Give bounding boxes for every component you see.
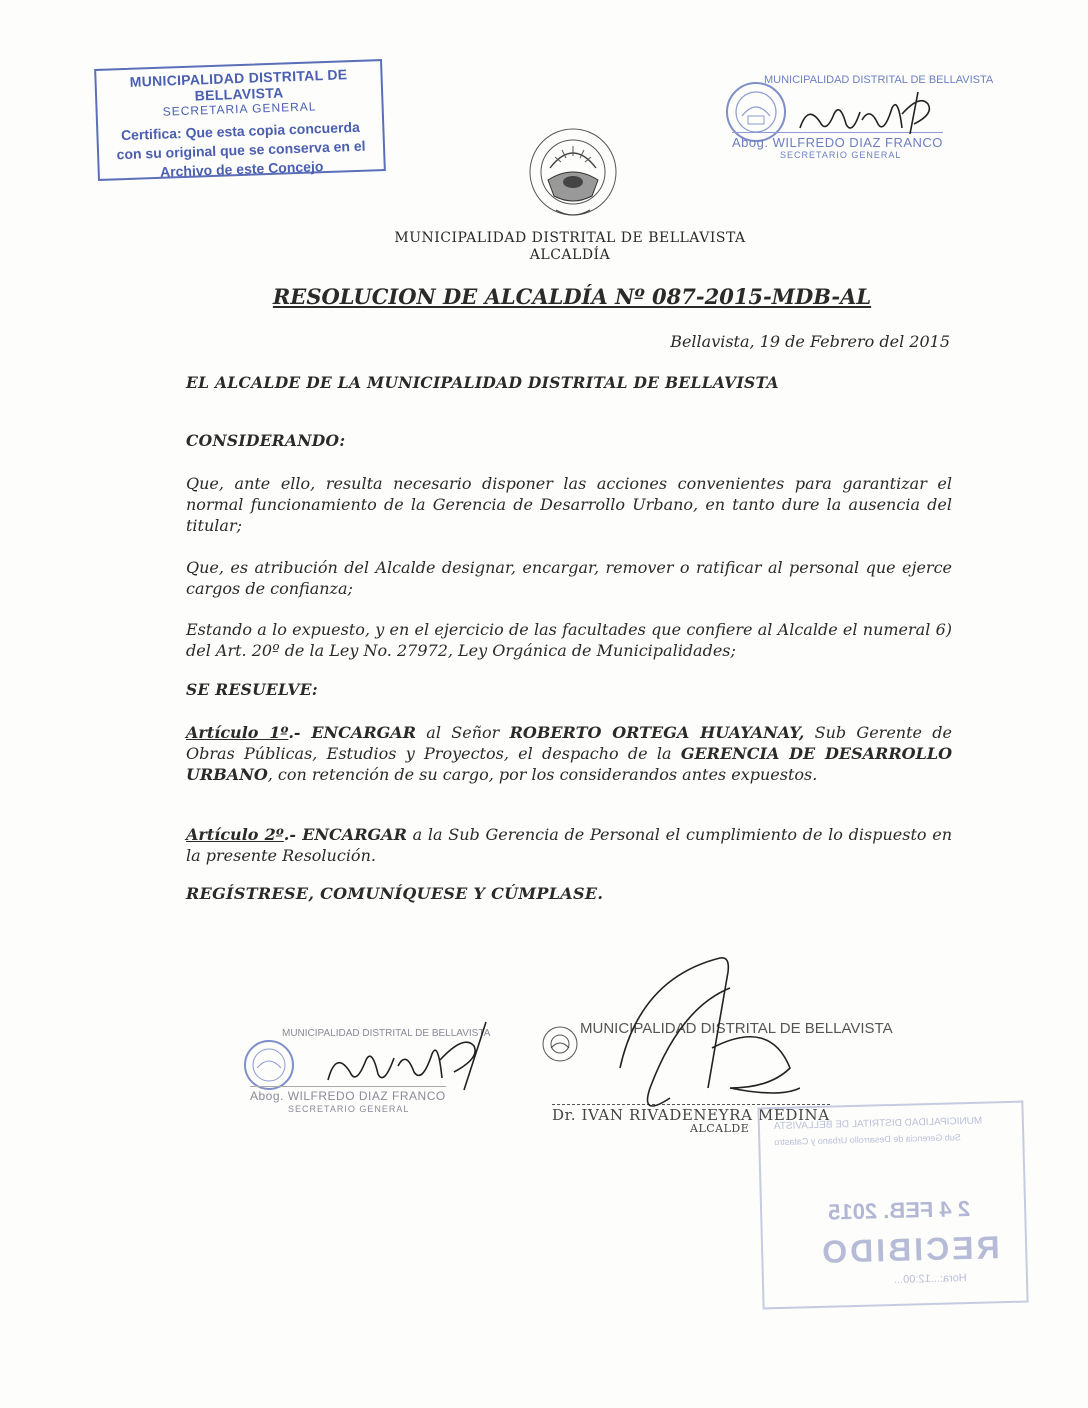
recibido-dept: Sub Gerencia de Desarrollo Urbano y Catastro — [774, 1132, 961, 1148]
issuer-line: EL ALCALDE DE LA MUNICIPALIDAD DISTRITAL DE BELLAVISTA — [186, 373, 779, 392]
recibido-label: RECIBIDO — [818, 1229, 1001, 1270]
stamp-cert-line: Certifica: Que esta copia concuerda — [120, 118, 361, 144]
resuelve-heading: SE RESUELVE: — [186, 680, 318, 699]
secretary-signature-top — [790, 84, 950, 144]
article-2-verb: ENCARGAR — [302, 825, 407, 844]
alcalde-name: Dr. IVAN RIVADENEYRA MEDINA — [552, 1106, 830, 1124]
article-2-label: Artículo 2º — [186, 825, 284, 844]
alcalde-role: ALCALDE — [690, 1122, 750, 1135]
considerando-paragraph-2: Que, es atribución del Alcalde designar, encargar, remover o ratificar al personal que ejerce cargos de confianza; — [186, 558, 952, 598]
seal-role: SECRETARIO GENERAL — [288, 1104, 410, 1114]
resolution-title: RESOLUCION DE ALCALDÍA Nº 087-2015-MDB-AL — [272, 284, 872, 309]
recibido-stamp — [757, 1101, 1028, 1310]
municipal-emblem-icon — [526, 124, 620, 224]
closing-line: REGÍSTRESE, COMUNÍQUESE Y CÚMPLASE. — [186, 884, 604, 903]
article-1-sep: .- — [288, 723, 312, 742]
alcalde-stamp-municipality: MUNICIPALIDAD DISTRITAL DE BELLAVISTA — [580, 1020, 893, 1037]
secretary-seal-bottom — [244, 1020, 494, 1130]
stamp-cert-line: con su original que se conserva en el — [116, 137, 366, 163]
article-2 — [186, 824, 952, 866]
seal-role: SECRETARIO GENERAL — [780, 150, 902, 160]
seal-name: Abog. WILFREDO DIAZ FRANCO — [732, 132, 943, 150]
header-office: ALCALDÍA — [529, 247, 611, 263]
considerando-paragraph-3: Estando a lo expuesto, y en el ejercicio de las facultades que confiere al Alcalde el numeral 6) del Art. 20º de la Ley No. 27972, Ley Orgánica de Municipalidades; — [186, 620, 952, 660]
article-2-text: a la Sub Gerencia de Personal el cumplimiento de lo dispuesto en la presente Resolución. — [186, 825, 953, 865]
article-2-sep: .- — [283, 825, 303, 844]
header-municipality: MUNICIPALIDAD DISTRITAL DE BELLAVISTA — [394, 230, 746, 246]
article-1-text: Sub Gerente de Obras Públicas, Estudios y Proyectos, el despacho de la — [186, 723, 952, 763]
certification-stamp — [94, 59, 386, 181]
article-1-label: Artículo 1º — [186, 723, 289, 742]
article-1-person: ROBERTO ORTEGA HUAYANAY, — [509, 723, 805, 742]
article-1 — [186, 722, 952, 785]
stamp-cert-line: Archivo de este Concejo — [159, 158, 324, 180]
recibido-hora: Hora:...12:00... — [893, 1272, 967, 1286]
secretary-seal-top — [724, 74, 994, 170]
date-line: Bellavista, 19 de Febrero del 2015 — [670, 332, 950, 351]
recibido-date: 2 4 FEB. 2015 — [827, 1195, 971, 1225]
considerando-heading: CONSIDERANDO: — [186, 431, 346, 450]
stamp-office: SECRETARIA GENERAL — [162, 99, 317, 119]
stamp-municipality: MUNICIPALIDAD DISTRITAL DE BELLAVISTA — [129, 66, 348, 104]
recibido-municipality: MUNICIPALIDAD DISTRITAL DE BELLAVISTA — [773, 1115, 983, 1133]
seal-municipality: MUNICIPALIDAD DISTRITAL DE BELLAVISTA — [764, 74, 994, 86]
article-1-office: GERENCIA DE DESARROLLO URBANO — [186, 744, 953, 784]
alcalde-seal-icon — [540, 1020, 580, 1068]
seal-emblem-icon — [244, 1040, 294, 1090]
article-1-verb: ENCARGAR — [311, 723, 416, 742]
secretary-signature-bottom — [314, 1020, 494, 1096]
considerando-paragraph-1: Que, ante ello, resulta necesario disponer las acciones convenientes para garantizar el normal funcionamiento de la Gerencia de Desarrollo Urbano, en tanto dure la ausencia del titular; — [186, 474, 952, 535]
article-1-text: , con retención de su cargo, por los considerandos antes expuestos. — [267, 765, 818, 784]
seal-name: Abog. WILFREDO DIAZ FRANCO — [250, 1086, 446, 1103]
seal-municipality: MUNICIPALIDAD DISTRITAL DE BELLAVISTA — [282, 1028, 491, 1039]
article-1-text: al Señor — [416, 723, 510, 742]
